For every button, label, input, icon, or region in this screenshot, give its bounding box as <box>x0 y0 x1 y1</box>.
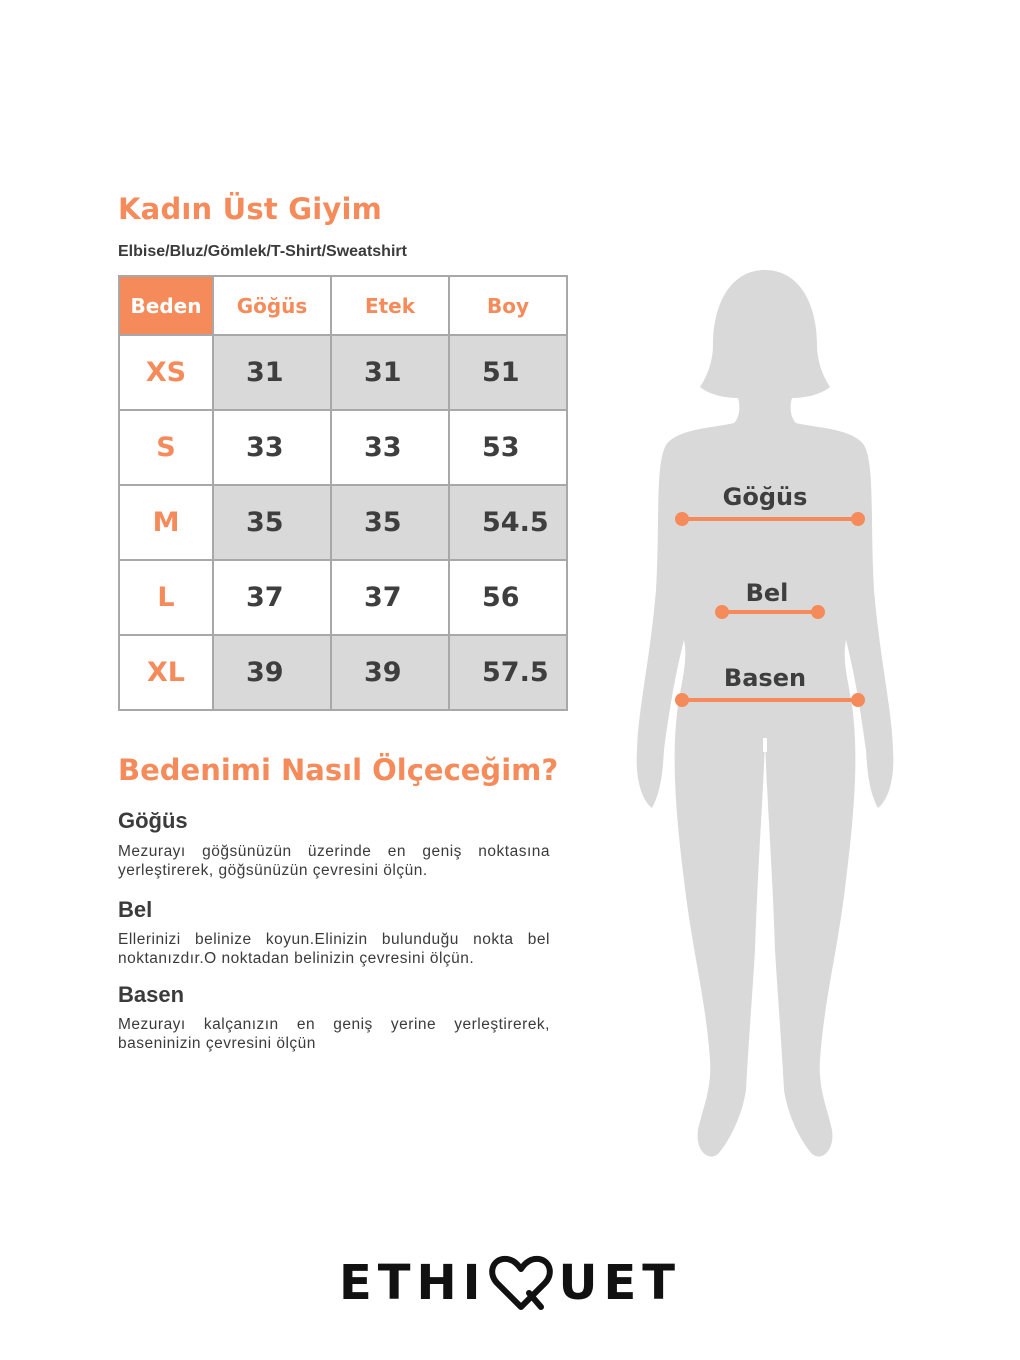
boy-value: 57.5 <box>449 635 567 710</box>
silhouette-icon <box>637 270 894 1157</box>
size-label: XL <box>119 635 213 710</box>
size-table <box>118 275 568 711</box>
section-heading-bel: Bel <box>118 897 153 922</box>
page-subtitle: Elbise/Bluz/Gömlek/T-Shirt/Sweatshirt <box>118 243 407 260</box>
section-text-bel: Ellerinizi belinize koyun.Elinizin bulunduğu nokta bel noktanızdır.O noktadan belinizin çevresini ölçün. <box>118 931 550 967</box>
how-to-title: Bedenimi Nasıl Ölçeceğim? <box>118 753 559 787</box>
gogus-value: 39 <box>213 635 331 710</box>
size-label: L <box>119 560 213 635</box>
heart-q-icon <box>489 1255 553 1311</box>
section-heading-basen: Basen <box>118 982 185 1007</box>
header-etek: Etek <box>331 276 449 335</box>
etek-value: 39 <box>331 635 449 710</box>
gogus-value: 35 <box>213 485 331 560</box>
etek-value: 37 <box>331 560 449 635</box>
hip-label: Basen <box>723 664 807 692</box>
table-row <box>119 335 567 410</box>
table-row <box>119 410 567 485</box>
gogus-value: 33 <box>213 410 331 485</box>
table-row <box>119 485 567 560</box>
table-header-row <box>119 276 567 335</box>
section-text-basen: Mezurayı kalçanızın en geniş yerine yerleştirerek, baseninizin çevresini ölçün <box>118 1016 550 1052</box>
size-label: M <box>119 485 213 560</box>
boy-value: 54.5 <box>449 485 567 560</box>
etek-value: 33 <box>331 410 449 485</box>
page-title: Kadın Üst Giyim <box>118 192 383 226</box>
chest-label: Göğüs <box>722 483 808 511</box>
boy-value: 56 <box>449 560 567 635</box>
etek-value: 31 <box>331 335 449 410</box>
gogus-value: 31 <box>213 335 331 410</box>
waist-label: Bel <box>745 579 789 607</box>
brand-text-right: UET <box>558 1255 682 1311</box>
body-silhouette-figure <box>620 260 920 1170</box>
brand-logo <box>0 1250 1020 1316</box>
section-heading-gogus: Göğüs <box>118 808 188 833</box>
size-label: XS <box>119 335 213 410</box>
boy-value: 51 <box>449 335 567 410</box>
brand-text-left: ETHI <box>338 1255 487 1311</box>
size-label: S <box>119 410 213 485</box>
header-boy: Boy <box>449 276 567 335</box>
header-gogus: Göğüs <box>213 276 331 335</box>
header-beden: Beden <box>119 276 213 335</box>
table-row <box>119 635 567 710</box>
boy-value: 53 <box>449 410 567 485</box>
section-text-gogus: Mezurayı göğsünüzün üzerinde en geniş noktasına yerleştirerek, göğsünüzün çevresini ölçün. <box>118 843 550 879</box>
gogus-value: 37 <box>213 560 331 635</box>
etek-value: 35 <box>331 485 449 560</box>
table-row <box>119 560 567 635</box>
